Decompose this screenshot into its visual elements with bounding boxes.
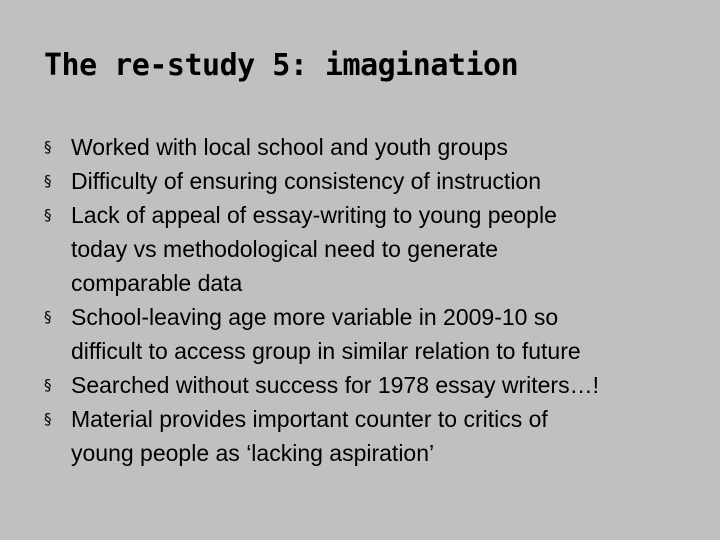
bullet-icon: §: [44, 206, 52, 224]
bullet-item: [44, 130, 704, 164]
bullet-item: [44, 198, 704, 300]
bullet-line: Material provides important counter to critics of: [71, 406, 548, 432]
bullet-line: School-leaving age more variable in 2009-10 so: [71, 304, 559, 330]
bullet-line: Lack of appeal of essay-writing to young people: [71, 202, 557, 228]
bullet-line: today vs methodological need to generate: [71, 236, 499, 262]
bullet-item: [44, 402, 704, 470]
bullet-line: difficult to access group in similar relation to future: [71, 338, 581, 364]
bullet-icon: §: [44, 308, 52, 326]
bullet-icon: §: [44, 410, 52, 428]
bullet-item: [44, 368, 704, 402]
bullet-list: [44, 130, 704, 470]
bullet-item: [44, 164, 704, 198]
bullet-icon: §: [44, 172, 52, 190]
bullet-line: young people as ‘lacking aspiration’: [71, 440, 435, 466]
bullet-item: [44, 300, 704, 368]
slide-title: The re-study 5: imagination: [44, 48, 519, 83]
bullet-line: Worked with local school and youth groups: [71, 134, 508, 160]
bullet-line: Searched without success for 1978 essay writers…!: [71, 372, 599, 398]
bullet-line: comparable data: [71, 270, 243, 296]
bullet-icon: §: [44, 138, 52, 156]
bullet-line: Difficulty of ensuring consistency of instruction: [71, 168, 542, 194]
bullet-icon: §: [44, 376, 52, 394]
